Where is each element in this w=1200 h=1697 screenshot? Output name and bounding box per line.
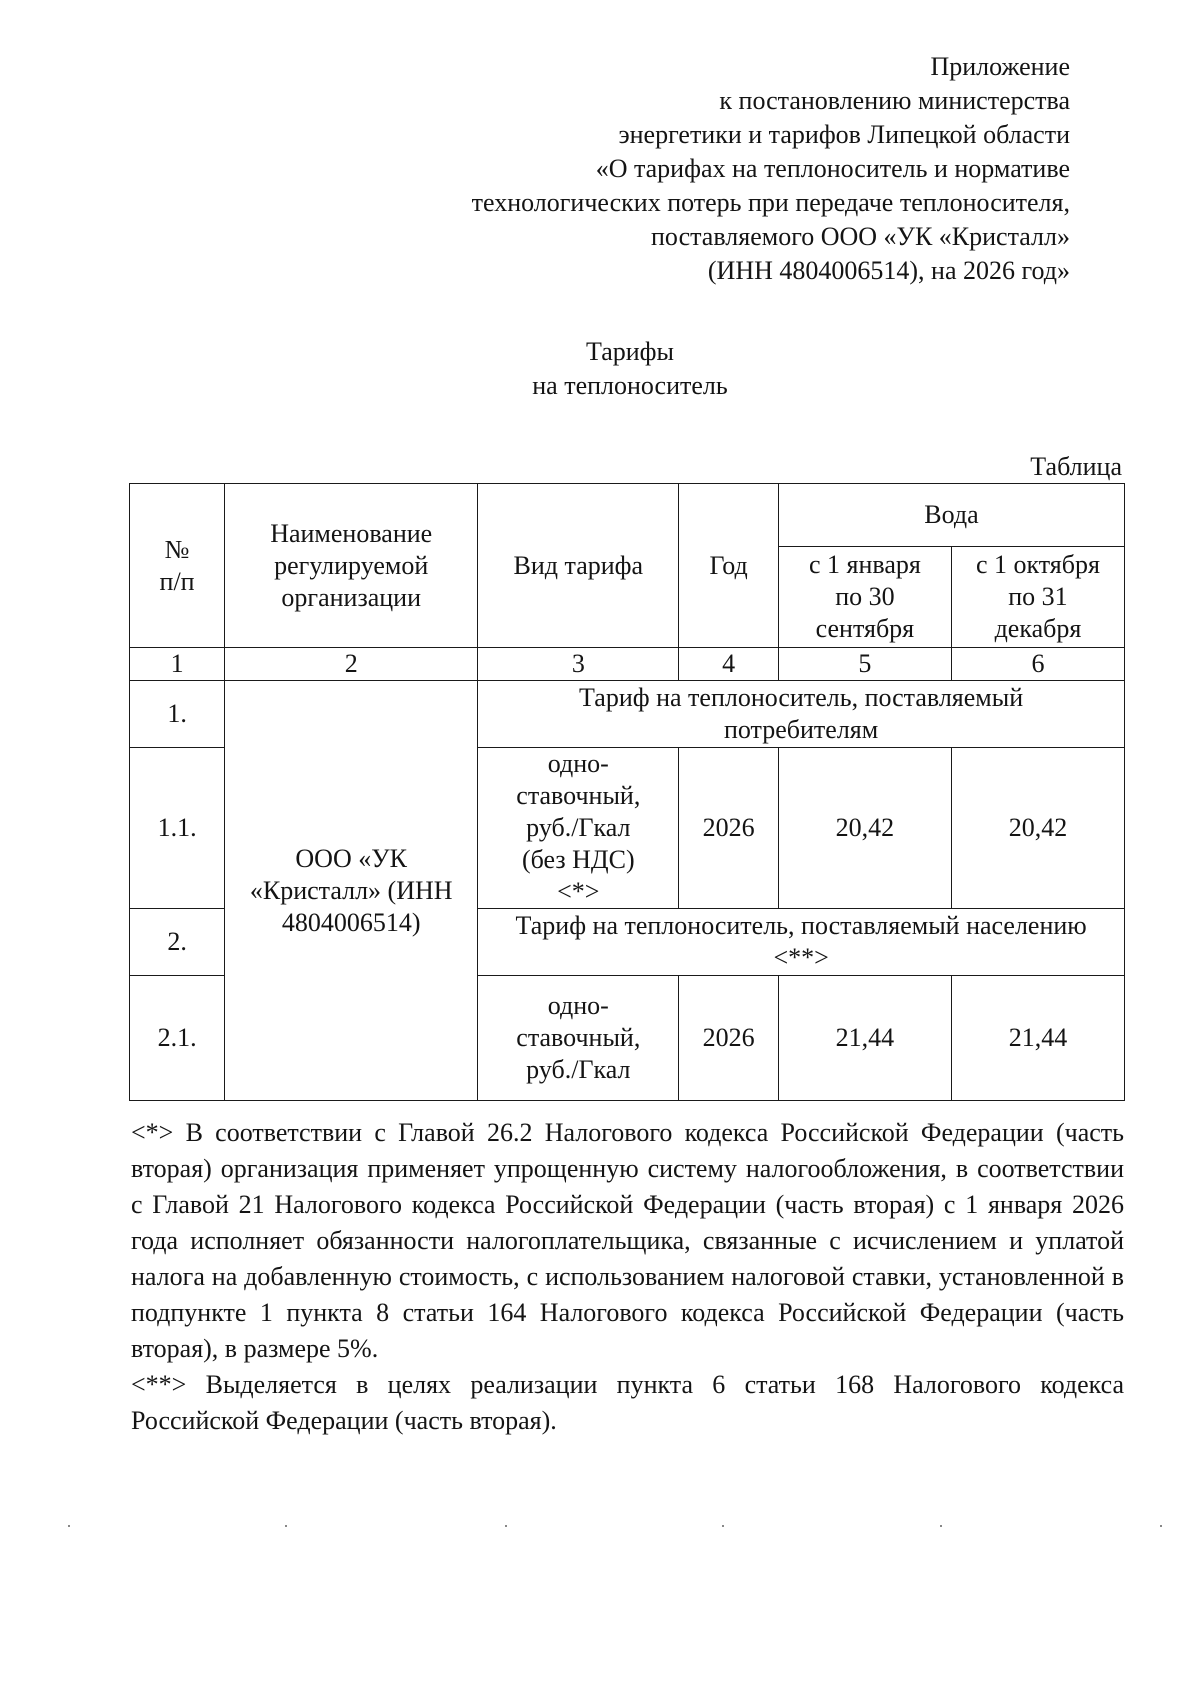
column-number: 1 [130, 648, 225, 681]
organization-cell: ООО «УК «Кристалл» (ИНН 4804006514) [225, 681, 478, 1101]
section-title: Тариф на теплоноситель, поставляемый населению <**> [478, 909, 1125, 976]
table-row [130, 681, 1125, 748]
appendix-line: (ИНН 4804006514), на 2026 год» [707, 256, 1070, 285]
title-line-2: на теплоноситель [532, 371, 728, 400]
year-cell: 2026 [679, 748, 779, 909]
scan-dot [1160, 1525, 1162, 1527]
scan-dot [505, 1525, 507, 1527]
footnote-1: <*> В соответствии с Главой 26.2 Налогового кодекса Российской Федерации (часть вторая) организация применяет упрощенную систему налогообложения, в соответствии с Главой 21 Налогового кодекса Российской Федерации (часть вторая) с 1 января 2026 года исполняет обязанности налогоплательщика, связанные с исчислением и уплатой налога на добавленную стоимость, с использованием налоговой ставки, установленной в подпункте 1 пункта 8 статьи 164 Налогового кодекса Российской Федерации (часть вторая), в размере 5%. [131, 1118, 1124, 1363]
document-title [0, 335, 1200, 403]
scan-dot [285, 1525, 287, 1527]
footnotes [131, 1115, 1124, 1439]
appendix-line: технологических потерь при передаче теплоносителя, [471, 188, 1070, 217]
appendix-line: энергетики и тарифов Липецкой области [618, 120, 1070, 149]
column-number: 5 [778, 648, 951, 681]
header-period-2: с 1 октября по 31 декабря [951, 547, 1124, 648]
column-number: 4 [679, 648, 779, 681]
header-organization: Наименование регулируемой организации [225, 484, 478, 648]
section-title: Тариф на теплоноситель, поставляемый потребителям [478, 681, 1125, 748]
table-caption: Таблица [1030, 452, 1122, 481]
header-water: Вода [778, 484, 1124, 547]
header-period-1: с 1 января по 30 сентября [778, 547, 951, 648]
header-num: № п/п [130, 484, 225, 648]
header-tariff-type: Вид тарифа [478, 484, 679, 648]
tariff-type-cell: одно-ставочный, руб./Гкал (без НДС) <*> [478, 748, 679, 909]
row-num: 2. [130, 909, 225, 976]
column-number-row [130, 648, 1125, 681]
header-row [130, 484, 1125, 547]
scan-dot [68, 1525, 70, 1527]
value-cell: 20,42 [778, 748, 951, 909]
row-num: 1. [130, 681, 225, 748]
year-cell: 2026 [679, 976, 779, 1101]
value-cell: 20,42 [951, 748, 1124, 909]
footnote-2: <**> Выделяется в целях реализации пункта 6 статьи 168 Налогового кодекса Российской Федерации (часть вторая). [131, 1370, 1124, 1435]
column-number: 6 [951, 648, 1124, 681]
title-line-1: Тарифы [585, 337, 674, 366]
scan-dot [722, 1525, 724, 1527]
row-num: 1.1. [130, 748, 225, 909]
appendix-line: к постановлению министерства [719, 86, 1070, 115]
appendix-line: Приложение [930, 52, 1070, 81]
tariff-table [129, 483, 1125, 1101]
value-cell: 21,44 [778, 976, 951, 1101]
appendix-header [350, 50, 1070, 288]
row-num: 2.1. [130, 976, 225, 1101]
header-year: Год [679, 484, 779, 648]
column-number: 2 [225, 648, 478, 681]
scan-artifact-dots [0, 1525, 1200, 1529]
appendix-line: «О тарифах на теплоноситель и нормативе [595, 154, 1070, 183]
tariff-type-cell: одно-ставочный, руб./Гкал [478, 976, 679, 1101]
column-number: 3 [478, 648, 679, 681]
appendix-line: поставляемого ООО «УК «Кристалл» [651, 222, 1070, 251]
scan-dot [940, 1525, 942, 1527]
value-cell: 21,44 [951, 976, 1124, 1101]
